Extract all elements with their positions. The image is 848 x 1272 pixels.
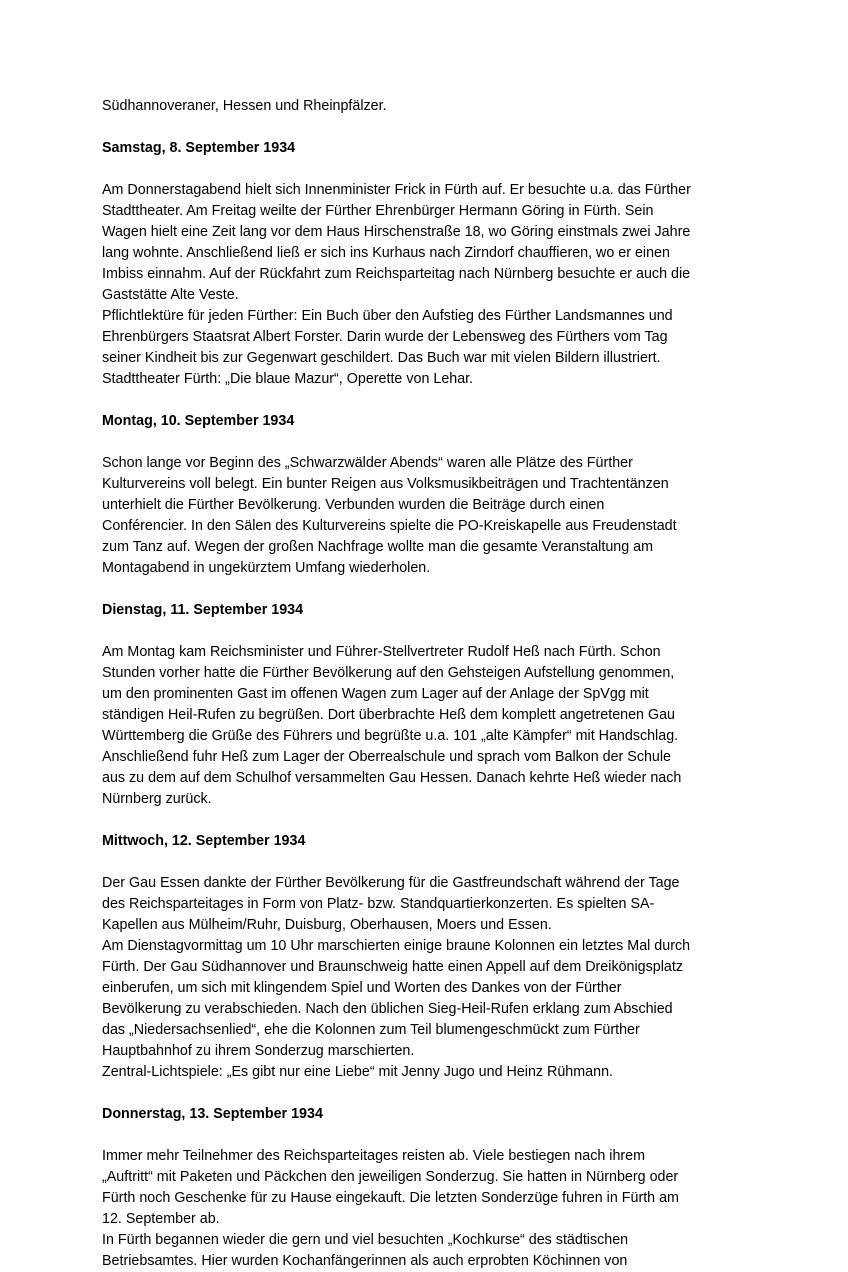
- text-line: Gaststätte Alte Veste.: [102, 287, 239, 303]
- text-line: zum Tanz auf. Wegen der großen Nachfrage wollte man die gesamte Veranstaltung am: [102, 539, 654, 555]
- text-line: Kapellen aus Mülheim/Ruhr, Duisburg, Oberhausen, Moers und Essen.: [102, 917, 552, 933]
- text-line: Montagabend in ungekürztem Umfang wiederholen.: [102, 560, 431, 576]
- text-line: „Auftritt“ mit Paketen und Päckchen den jeweiligen Sonderzug. Sie hatten in Nürnberg oder: [102, 1169, 679, 1185]
- text-line: Zentral-Lichtspiele: „Es gibt nur eine Liebe“ mit Jenny Jugo und Heinz Rühmann.: [102, 1064, 613, 1080]
- text-line: unterhielt die Fürther Bevölkerung. Verbunden wurden die Beiträge durch einen: [102, 497, 605, 513]
- document-page: [102, 96, 752, 1272]
- paragraph-gap: [102, 579, 752, 600]
- text-line: Imbiss einnahm. Auf der Rückfahrt zum Reichsparteitag nach Nürnberg besuchte er auch die: [102, 266, 691, 282]
- paragraph-gap: [102, 390, 752, 411]
- text-line: des Reichsparteitages in Form von Platz- bzw. Standquartierkonzerten. Es spielten SA-: [102, 896, 655, 912]
- text-line: Am Donnerstagabend hielt sich Innenminister Frick in Fürth auf. Er besuchte u.a. das Fürther: [102, 182, 691, 198]
- text-line: aus zu dem auf dem Schulhof versammelten Gau Hessen. Danach kehrte Heß wieder nach: [102, 770, 682, 786]
- text-line: Betriebsamtes. Hier wurden Kochanfängerinnen als auch erprobten Köchinnen von: [102, 1253, 628, 1269]
- text-line: Wagen hielt eine Zeit lang vor dem Haus Hirschenstraße 18, wo Göring einstmals zwei Jahre: [102, 224, 691, 240]
- text-line: Südhannoveraner, Hessen und Rheinpfälzer.: [102, 98, 387, 114]
- section-paragraph: [102, 642, 752, 810]
- text-line: Nürnberg zurück.: [102, 791, 212, 807]
- text-line: um den prominenten Gast im offenen Wagen zum Lager auf der Anlage der SpVgg mit: [102, 686, 649, 702]
- text-line: Stunden vorher hatte die Fürther Bevölkerung auf den Gehsteigen Aufstellung genommen,: [102, 665, 675, 681]
- paragraph-gap: [102, 159, 752, 180]
- section-paragraph: [102, 453, 752, 579]
- section-date-heading: Montag, 10. September 1934: [102, 413, 295, 429]
- text-line: ständigen Heil-Rufen zu begrüßen. Dort überbrachte Heß dem komplett angetretenen Gau: [102, 707, 675, 723]
- text-line: Stadttheater Fürth: „Die blaue Mazur“, Operette von Lehar.: [102, 371, 474, 387]
- text-line: seiner Kindheit bis zur Gegenwart geschildert. Das Buch war mit vielen Bildern illustriert.: [102, 350, 661, 366]
- text-line: Am Montag kam Reichsminister und Führer-Stellvertreter Rudolf Heß nach Fürth. Schon: [102, 644, 661, 660]
- text-line: Der Gau Essen dankte der Fürther Bevölkerung für die Gastfreundschaft während der Tage: [102, 875, 680, 891]
- text-line: Kulturvereins voll belegt. Ein bunter Reigen aus Volksmusikbeiträgen und Trachtentänzen: [102, 476, 669, 492]
- section-date-heading: Donnerstag, 13. September 1934: [102, 1106, 323, 1122]
- text-line: das „Niedersachsenlied“, ehe die Kolonnen zum Teil blumengeschmückt zum Fürther: [102, 1022, 640, 1038]
- text-line: Württemberg die Grüße des Führers und begrüßte u.a. 101 „alte Kämpfer“ mit Handschlag.: [102, 728, 679, 744]
- paragraph-gap: [102, 1125, 752, 1146]
- text-line: Ehrenbürgers Staatsrat Albert Forster. Darin wurde der Lebensweg des Fürthers vom Tag: [102, 329, 668, 345]
- section-paragraph: [102, 180, 752, 390]
- paragraph-gap: [102, 852, 752, 873]
- text-line: einberufen, um sich mit klingendem Spiel und Worten des Dankes von der Fürther: [102, 980, 622, 996]
- text-line: Bevölkerung zu verabschieden. Nach den üblichen Sieg-Heil-Rufen erklang zum Abschied: [102, 1001, 673, 1017]
- text-line: lang wohnte. Anschließend ließ er sich ins Kurhaus nach Zirndorf chauffieren, wo er einen: [102, 245, 670, 261]
- text-line: Pflichtlektüre für jeden Fürther: Ein Buch über den Aufstieg des Fürther Landsmannes und: [102, 308, 673, 324]
- text-line: Hauptbahnhof zu ihrem Sonderzug marschierten.: [102, 1043, 415, 1059]
- paragraph-gap: [102, 117, 752, 138]
- section-paragraph: [102, 873, 752, 1083]
- section-paragraph: [102, 1146, 752, 1272]
- intro-paragraph: [102, 96, 752, 117]
- paragraph-gap: [102, 810, 752, 831]
- section-date-heading: Mittwoch, 12. September 1934: [102, 833, 306, 849]
- text-line: Am Dienstagvormittag um 10 Uhr marschierten einige braune Kolonnen ein letztes Mal durch: [102, 938, 691, 954]
- paragraph-gap: [102, 621, 752, 642]
- text-line: Anschließend fuhr Heß zum Lager der Oberrealschule und sprach vom Balkon der Schule: [102, 749, 671, 765]
- section-date-heading: Dienstag, 11. September 1934: [102, 602, 304, 618]
- section-date-heading: Samstag, 8. September 1934: [102, 140, 296, 156]
- text-line: 12. September ab.: [102, 1211, 220, 1227]
- text-line: Immer mehr Teilnehmer des Reichsparteitages reisten ab. Viele bestiegen nach ihrem: [102, 1148, 646, 1164]
- text-line: Schon lange vor Beginn des „Schwarzwälder Abends“ waren alle Plätze des Fürther: [102, 455, 633, 471]
- text-line: Conférencier. In den Sälen des Kulturvereins spielte die PO-Kreiskapelle aus Freudenstadt: [102, 518, 677, 534]
- text-line: Fürth. Der Gau Südhannover und Braunschweig hatte einen Appell auf dem Dreikönigsplatz: [102, 959, 683, 975]
- text-line: Fürth noch Geschenke für zu Hause eingekauft. Die letzten Sonderzüge fuhren in Fürth am: [102, 1190, 679, 1206]
- text-line: In Fürth begannen wieder die gern und viel besuchten „Kochkurse“ des städtischen: [102, 1232, 629, 1248]
- paragraph-gap: [102, 1083, 752, 1104]
- text-line: Stadttheater. Am Freitag weilte der Fürther Ehrenbürger Hermann Göring in Fürth. Sein: [102, 203, 654, 219]
- paragraph-gap: [102, 432, 752, 453]
